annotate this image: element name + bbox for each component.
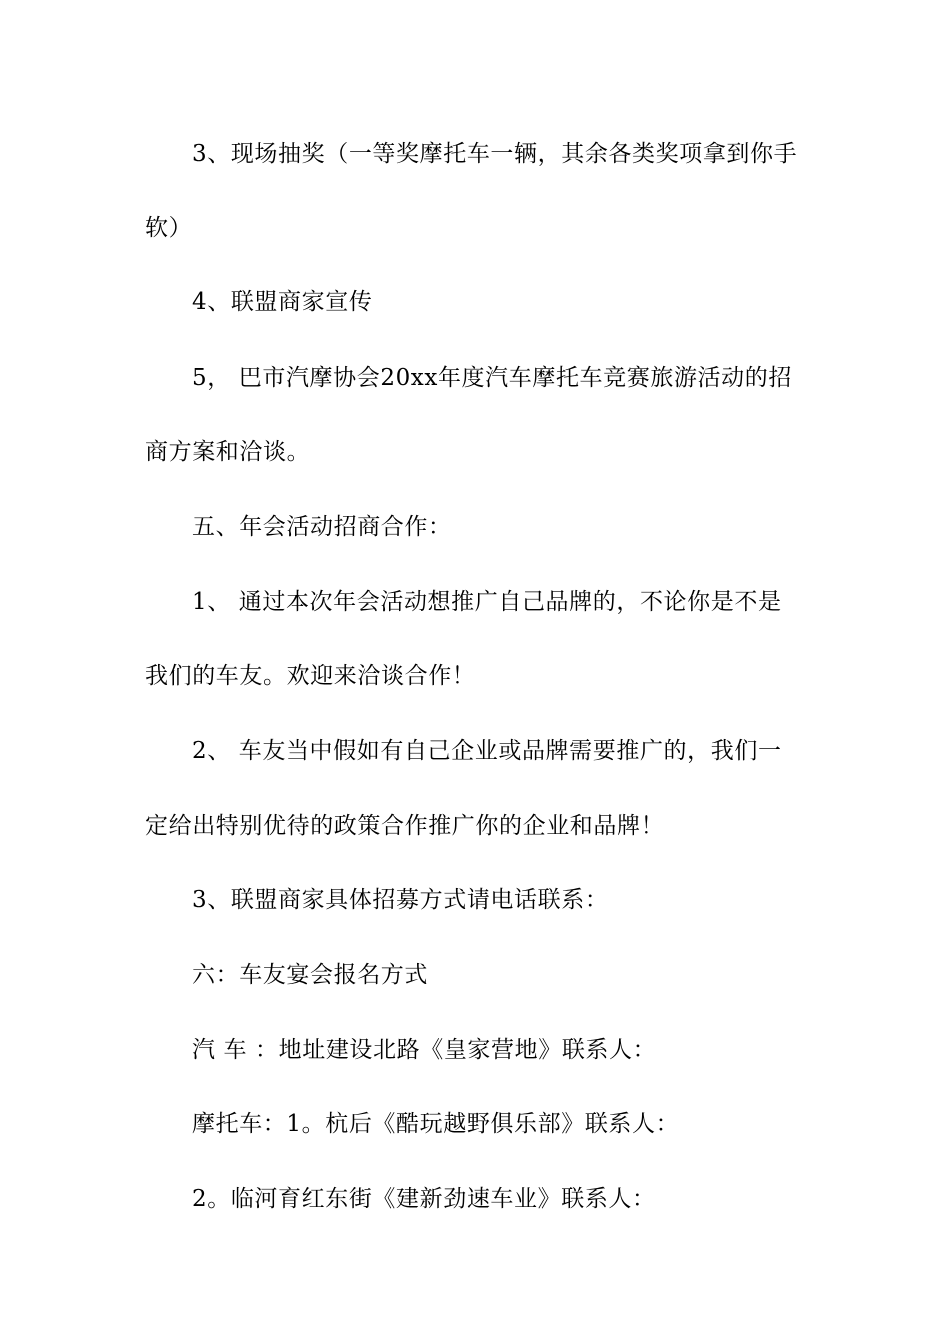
section-heading-five: 五、年会活动招商合作： (192, 514, 452, 540)
paragraph-merchant-promo: 4、联盟商家宣传 (192, 289, 373, 315)
paragraph-association-line-1: 5， 巴市汽摩协会20xx年度汽车摩托车竞赛旅游活动的招 (192, 365, 792, 391)
paragraph-prize-draw-line-2: 软） (145, 215, 193, 241)
section-heading-six: 六：车友宴会报名方式 (192, 962, 428, 988)
paragraph-brand-promo-line-2: 我们的车友。欢迎来洽谈合作！ (145, 663, 476, 689)
paragraph-prize-draw-line-1: 3、现场抽奖（一等奖摩托车一辆，其余各类奖项拿到你手 (192, 141, 798, 167)
contact-motorcycle-2: 2。临河育红东街《建新劲速车业》联系人： (192, 1186, 656, 1212)
contact-motorcycle-1: 摩托车：1。杭后《酷玩越野俱乐部》联系人： (192, 1111, 680, 1137)
paragraph-enterprise-line-1: 2、 车友当中假如有自己企业或品牌需要推广的，我们一 (192, 738, 782, 764)
contact-car: 汽 车 ：地址建设北路《皇家营地》联系人： (192, 1037, 657, 1063)
paragraph-brand-promo-line-1: 1、 通过本次年会活动想推广自己品牌的，不论你是不是 (192, 589, 782, 615)
paragraph-recruit-contact: 3、联盟商家具体招募方式请电话联系： (192, 887, 609, 913)
paragraph-association-line-2: 商方案和洽谈。 (145, 439, 311, 465)
paragraph-enterprise-line-2: 定给出特别优待的政策合作推广你的企业和品牌！ (145, 813, 665, 839)
